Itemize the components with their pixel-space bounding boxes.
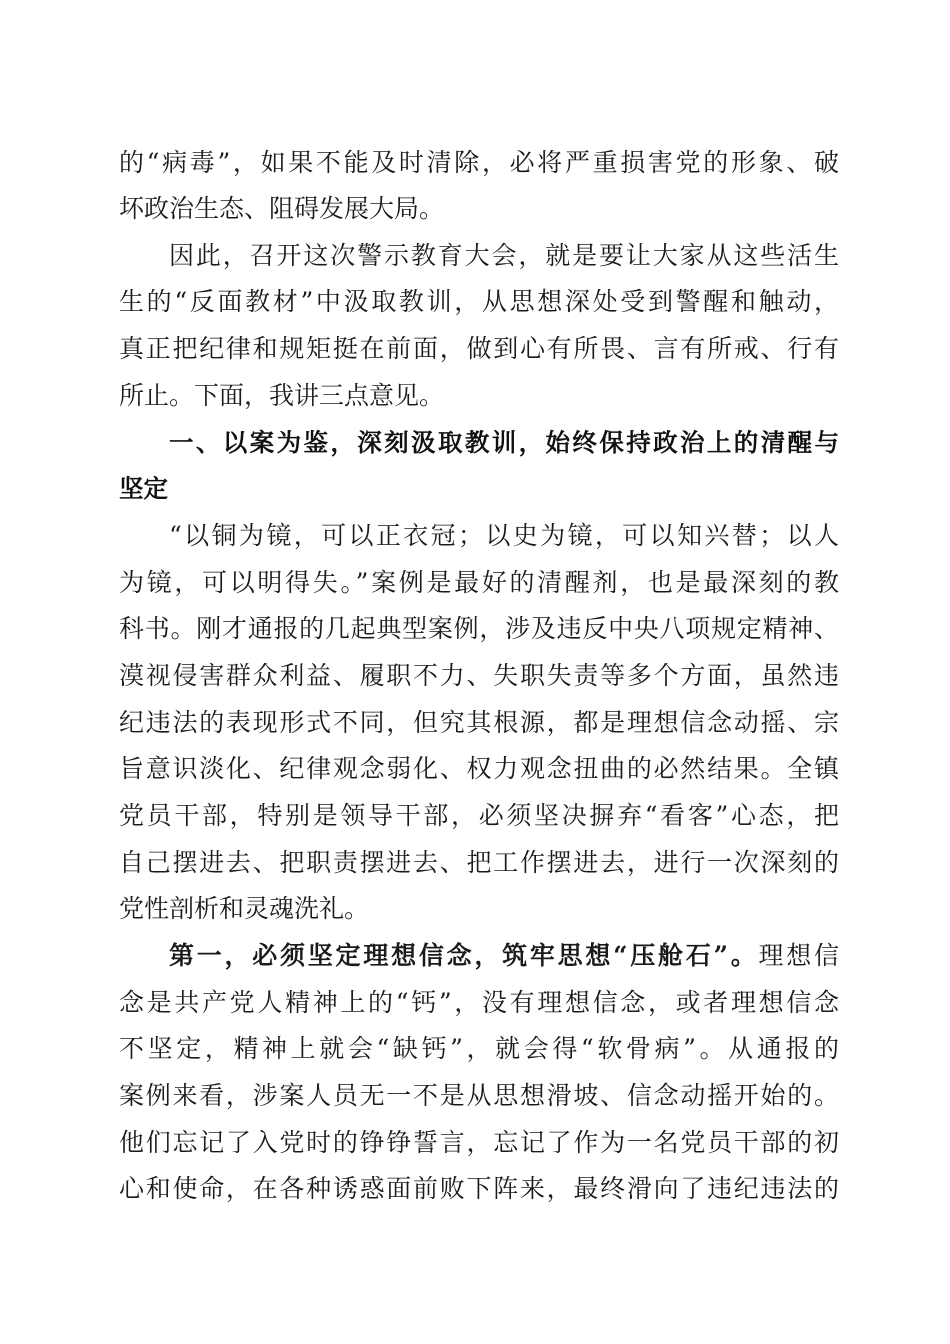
paragraph-line: 科书。刚才通报的几起典型案例，涉及违反中央八项规定精神、 bbox=[119, 614, 839, 643]
paragraph-line bbox=[119, 940, 839, 972]
paragraph-line: 纪违法的表现形式不同，但究其根源，都是理想信念动摇、宗 bbox=[119, 708, 839, 737]
paragraph-line: 坏政治生态、阻碍发展大局。 bbox=[119, 194, 445, 223]
paragraph-line: 所止。下面，我讲三点意见。 bbox=[119, 381, 445, 410]
paragraph-line: 他们忘记了入党时的铮铮誓言，忘记了作为一名党员干部的初 bbox=[119, 1128, 839, 1157]
paragraph-line: 案例来看，涉案人员无一不是从思想滑坡、信念动摇开始的。 bbox=[119, 1081, 839, 1110]
section-heading: 坚定 bbox=[119, 474, 168, 503]
paragraph-line: 不坚定，精神上就会“缺钙”，就会得“软骨病”。从通报的 bbox=[119, 1034, 839, 1063]
section-heading: 一、以案为鉴，深刻汲取教训，始终保持政治上的清醒与 bbox=[169, 428, 839, 457]
paragraph-line: 党员干部，特别是领导干部，必须坚决摒弃“看客”心态，把 bbox=[119, 801, 839, 830]
paragraph-line: 党性剖析和灵魂洗礼。 bbox=[119, 894, 370, 923]
paragraph-line: 的“病毒”，如果不能及时清除，必将严重损害党的形象、破 bbox=[119, 148, 839, 177]
paragraph-text: 理想信 bbox=[758, 941, 839, 970]
paragraph-line: 自己摆进去、把职责摆进去、把工作摆进去，进行一次深刻的 bbox=[119, 848, 839, 877]
paragraph-line: 因此，召开这次警示教育大会，就是要让大家从这些活生 bbox=[169, 241, 839, 270]
subheading-text: 第一，必须坚定理想信念，筑牢思想“压舱石”。 bbox=[169, 941, 759, 970]
paragraph-line: 旨意识淡化、纪律观念弱化、权力观念扭曲的必然结果。全镇 bbox=[119, 754, 839, 783]
paragraph-line: 真正把纪律和规矩挺在前面，做到心有所畏、言有所戒、行有 bbox=[119, 334, 839, 363]
paragraph-line: 漠视侵害群众利益、履职不力、失职失责等多个方面，虽然违 bbox=[119, 661, 839, 690]
paragraph-line: 为镜，可以明得失。”案例是最好的清醒剂，也是最深刻的教 bbox=[119, 568, 839, 597]
paragraph-line: “以铜为镜，可以正衣冠；以史为镜，可以知兴替；以人 bbox=[169, 521, 839, 550]
paragraph-line: 生的“反面教材”中汲取教训，从思想深处受到警醒和触动， bbox=[119, 287, 839, 316]
paragraph-line: 念是共产党人精神上的“钙”，没有理想信念，或者理想信念 bbox=[119, 988, 839, 1017]
paragraph-line: 心和使命，在各种诱惑面前败下阵来，最终滑向了违纪违法的 bbox=[119, 1174, 839, 1203]
